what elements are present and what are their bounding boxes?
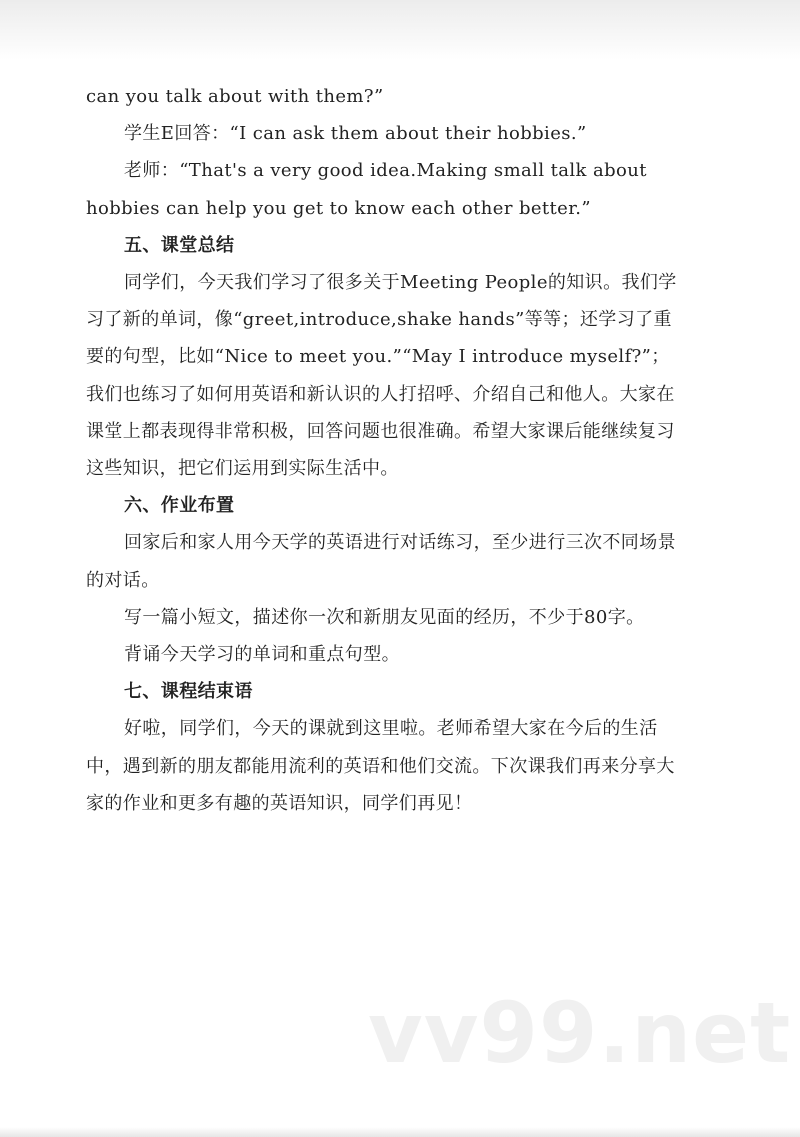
text-line: 课堂上都表现得非常积极，回答问题也很准确。希望大家课后能继续复习: [86, 420, 675, 442]
text-line: 的对话。: [86, 569, 160, 591]
text-line: 好啦，同学们，今天的课就到这里啦。老师希望大家在今后的生活: [124, 718, 658, 740]
text-line: 同学们，今天我们学习了很多关于Meeting People的知识。我们学: [124, 272, 677, 294]
text-line: can you talk about with them?”: [86, 86, 384, 107]
page-top-shadow: [0, 0, 800, 60]
text-line: 背诵今天学习的单词和重点句型。: [124, 644, 400, 666]
section-heading: 五、课堂总结: [124, 234, 235, 256]
text-line: hobbies can help you get to know each other better.”: [86, 197, 591, 219]
document-page: [86, 78, 712, 822]
text-line: 中，遇到新的朋友都能用流利的英语和他们交流。下次课我们再来分享大: [86, 755, 675, 777]
text-line: 习了新的单词，像“greet,introduce,shake hands”等等；还学习了重: [86, 309, 672, 331]
text-line: 要的句型，比如“Nice to meet you.”“May I introduce myself?”；: [86, 346, 670, 368]
watermark: vv99.net: [368, 984, 792, 1082]
text-line: 回家后和家人用今天学的英语进行对话练习，至少进行三次不同场景: [124, 532, 676, 554]
text-line: 我们也练习了如何用英语和新认识的人打招呼、介绍自己和他人。大家在: [86, 383, 675, 405]
page-bottom-edge: [0, 1127, 800, 1137]
text-line: 写一篇小短文，描述你一次和新朋友见面的经历，不少于80字。: [124, 606, 645, 628]
text-line: 学生E回答：“I can ask them about their hobbies.”: [124, 123, 587, 145]
text-line: 这些知识，把它们运用到实际生活中。: [86, 458, 399, 480]
text-line: 家的作业和更多有趣的英语知识，同学们再见！: [86, 792, 473, 814]
section-heading: 七、课程结束语: [124, 681, 253, 703]
section-heading: 六、作业布置: [124, 495, 235, 517]
text-line: 老师：“That's a very good idea.Making small talk about: [124, 160, 647, 182]
